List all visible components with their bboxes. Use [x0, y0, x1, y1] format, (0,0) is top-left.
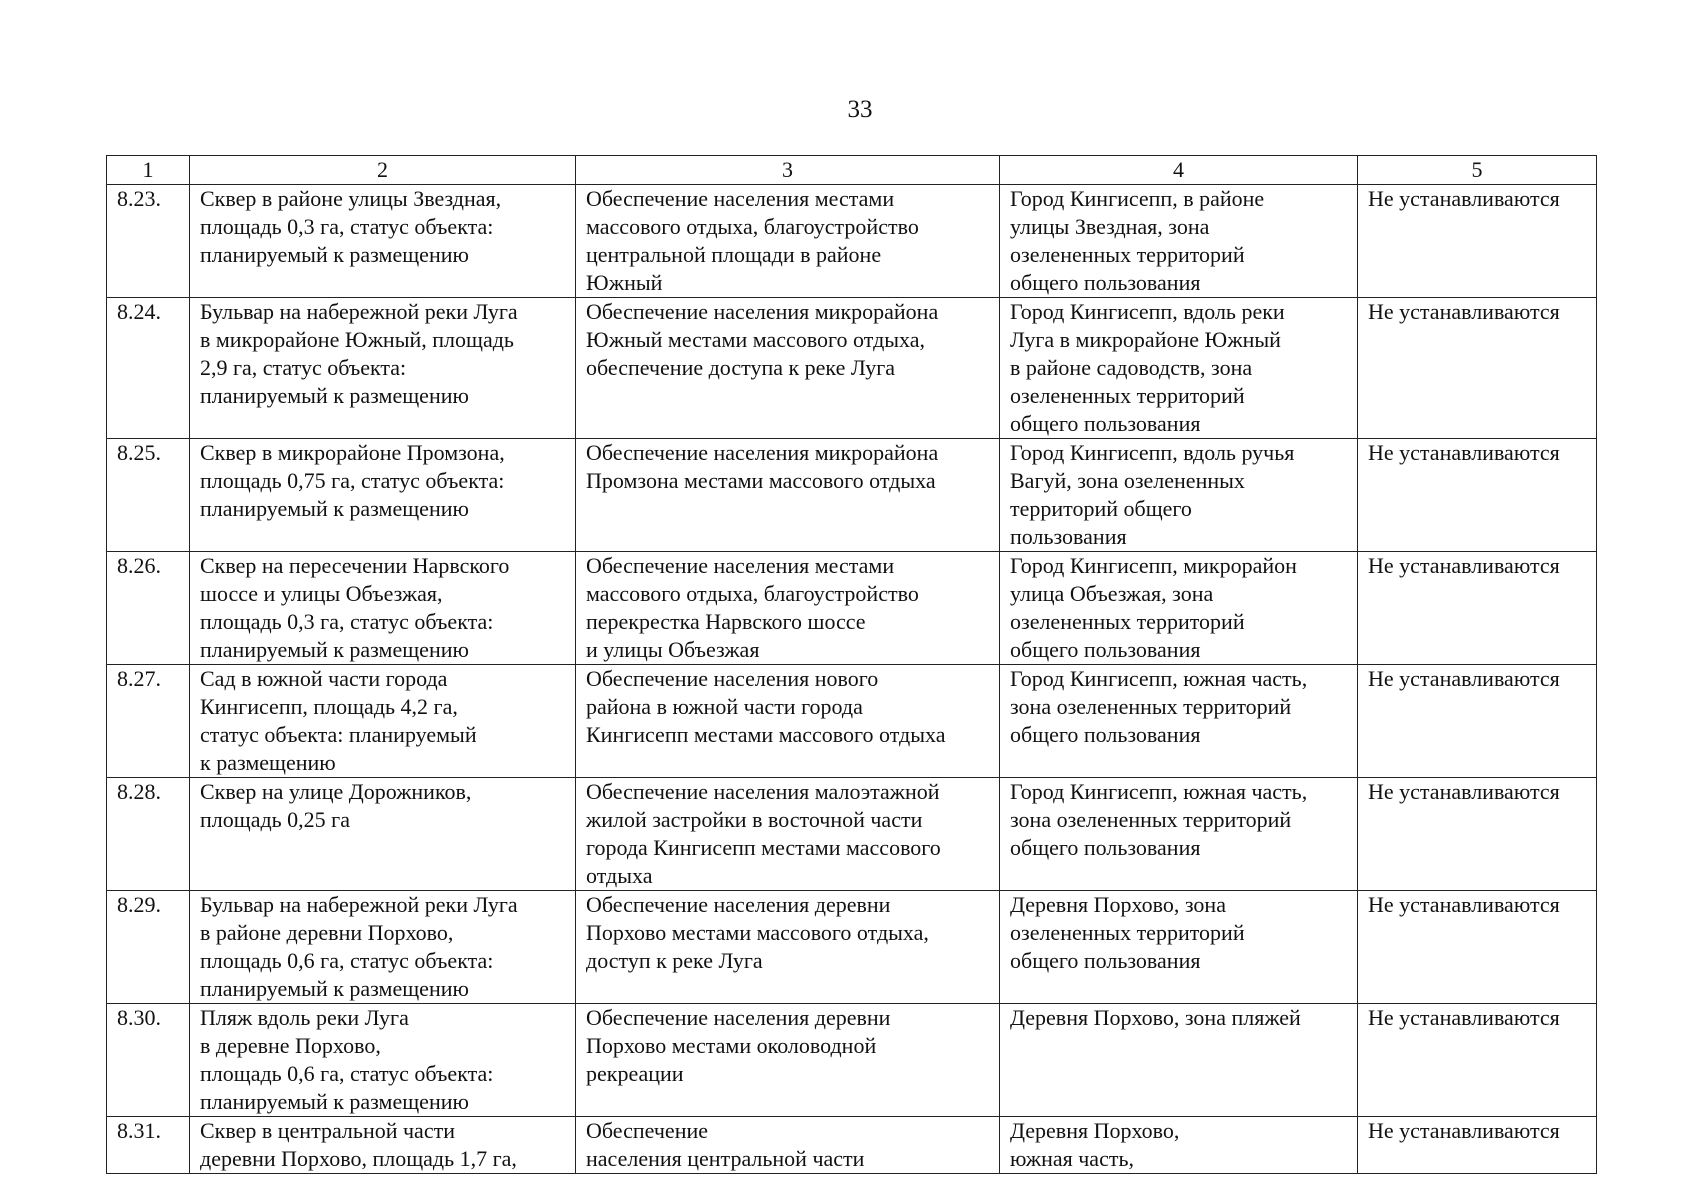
cell-line: Промзона местами массового отдыха — [586, 468, 936, 493]
cell-line: общего пользования — [1010, 835, 1201, 860]
column-header: 5 — [1358, 156, 1597, 185]
location-cell — [1000, 552, 1358, 665]
cell-line: Обеспечение населения деревни — [586, 1005, 891, 1030]
location-cell — [1000, 778, 1358, 891]
location-cell — [1000, 891, 1358, 1004]
cell-line: площадь 0,6 га, статус объекта: — [200, 1061, 494, 1086]
cell-line: Кингисепп, площадь 4,2 га, — [200, 694, 458, 719]
object-name-cell — [190, 439, 576, 552]
cell-line: Южный местами массового отдыха, — [586, 327, 926, 352]
location-cell — [1000, 1004, 1358, 1117]
cell-line: Обеспечение — [586, 1118, 708, 1143]
location-cell — [1000, 1117, 1358, 1174]
cell-line: Деревня Порхово, зона — [1010, 892, 1226, 917]
cell-line: шоссе и улицы Объезжая, — [200, 581, 443, 606]
cell-line: планируемый к размещению — [200, 383, 469, 408]
object-name-cell — [190, 1004, 576, 1117]
cell-line: Сквер на улице Дорожников, — [200, 779, 472, 804]
object-name-cell — [190, 185, 576, 298]
protection-zone-cell: Не устанавливаются — [1358, 665, 1597, 778]
table-row — [107, 185, 1597, 298]
column-header: 1 — [107, 156, 190, 185]
objects-table — [106, 155, 1597, 1174]
location-cell — [1000, 665, 1358, 778]
cell-line: территорий общего — [1010, 496, 1192, 521]
purpose-cell — [576, 891, 1000, 1004]
cell-line: обеспечение доступа к реке Луга — [586, 355, 895, 380]
cell-line: массового отдыха, благоустройство — [586, 581, 919, 606]
cell-line: населения центральной части — [586, 1146, 865, 1171]
cell-line: Пляж вдоль реки Луга — [200, 1005, 409, 1030]
cell-line: планируемый к размещению — [200, 637, 469, 662]
protection-zone-cell: Не устанавливаются — [1358, 439, 1597, 552]
cell-line: площадь 0,25 га — [200, 807, 350, 832]
object-name-cell — [190, 891, 576, 1004]
row-number-cell: 8.26. — [107, 552, 190, 665]
cell-line: озелененных территорий — [1010, 609, 1245, 634]
purpose-cell — [576, 778, 1000, 891]
cell-line: Город Кингисепп, южная часть, — [1010, 666, 1308, 691]
page-number: 33 — [847, 96, 873, 123]
column-header: 3 — [576, 156, 1000, 185]
cell-line: общего пользования — [1010, 637, 1201, 662]
column-header: 4 — [1000, 156, 1358, 185]
cell-line: озелененных территорий — [1010, 242, 1245, 267]
row-number-cell: 8.28. — [107, 778, 190, 891]
purpose-cell — [576, 439, 1000, 552]
cell-line: Город Кингисепп, микрорайон — [1010, 553, 1297, 578]
table-row — [107, 1004, 1597, 1117]
row-number-cell: 8.24. — [107, 298, 190, 439]
cell-line: Деревня Порхово, — [1010, 1118, 1180, 1143]
row-number-cell: 8.27. — [107, 665, 190, 778]
cell-line: в деревне Порхово, — [200, 1033, 381, 1058]
cell-line: планируемый к размещению — [200, 1089, 469, 1114]
cell-line: Город Кингисепп, вдоль реки — [1010, 299, 1285, 324]
table-body — [107, 185, 1597, 1174]
cell-line: пользования — [1010, 524, 1127, 549]
cell-line: общего пользования — [1010, 948, 1201, 973]
cell-line: общего пользования — [1010, 411, 1201, 436]
cell-line: Деревня Порхово, зона пляжей — [1010, 1005, 1301, 1030]
cell-line: Луга в микрорайоне Южный — [1010, 327, 1281, 352]
cell-line: Сквер в районе улицы Звездная, — [200, 186, 502, 211]
cell-line: Сквер в центральной части — [200, 1118, 455, 1143]
cell-line: района в южной части города — [586, 694, 863, 719]
purpose-cell — [576, 665, 1000, 778]
cell-line: отдыха — [586, 863, 653, 888]
cell-line: Город Кингисепп, южная часть, — [1010, 779, 1308, 804]
cell-line: 2,9 га, статус объекта: — [200, 355, 407, 380]
protection-zone-cell: Не устанавливаются — [1358, 298, 1597, 439]
cell-line: в районе садоводств, зона — [1010, 355, 1253, 380]
cell-line: Южный — [586, 270, 663, 295]
protection-zone-cell: Не устанавливаются — [1358, 891, 1597, 1004]
cell-line: Обеспечение населения микрорайона — [586, 440, 939, 465]
cell-line: массового отдыха, благоустройство — [586, 214, 919, 239]
cell-line: рекреации — [586, 1061, 684, 1086]
protection-zone-cell: Не устанавливаются — [1358, 1004, 1597, 1117]
location-cell — [1000, 439, 1358, 552]
cell-line: Обеспечение населения малоэтажной — [586, 779, 940, 804]
cell-line: в микрорайоне Южный, площадь — [200, 327, 514, 352]
object-name-cell — [190, 1117, 576, 1174]
protection-zone-cell: Не устанавливаются — [1358, 185, 1597, 298]
cell-line: площадь 0,3 га, статус объекта: — [200, 214, 494, 239]
cell-line: Обеспечение населения деревни — [586, 892, 891, 917]
object-name-cell — [190, 552, 576, 665]
table-row — [107, 1117, 1597, 1174]
cell-line: в районе деревни Порхово, — [200, 920, 454, 945]
cell-line: зона озелененных территорий — [1010, 807, 1292, 832]
purpose-cell — [576, 185, 1000, 298]
cell-line: Бульвар на набережной реки Луга — [200, 892, 518, 917]
table-row — [107, 298, 1597, 439]
cell-line: города Кингисепп местами массового — [586, 835, 941, 860]
cell-line: доступ к реке Луга — [586, 948, 763, 973]
table-row — [107, 665, 1597, 778]
cell-line: планируемый к размещению — [200, 976, 469, 1001]
cell-line: Вагуй, зона озелененных — [1010, 468, 1245, 493]
cell-line: к размещению — [200, 750, 336, 775]
cell-line: Сквер в микрорайоне Промзона, — [200, 440, 505, 465]
row-number-cell: 8.23. — [107, 185, 190, 298]
cell-line: площадь 0,75 га, статус объекта: — [200, 468, 505, 493]
cell-line: улица Объезжая, зона — [1010, 581, 1214, 606]
row-number-cell: 8.25. — [107, 439, 190, 552]
row-number-cell: 8.30. — [107, 1004, 190, 1117]
cell-line: Порхово местами массового отдыха, — [586, 920, 929, 945]
cell-line: статус объекта: планируемый — [200, 722, 477, 747]
location-cell — [1000, 298, 1358, 439]
cell-line: зона озелененных территорий — [1010, 694, 1292, 719]
object-name-cell — [190, 778, 576, 891]
cell-line: планируемый к размещению — [200, 496, 469, 521]
cell-line: Город Кингисепп, вдоль ручья — [1010, 440, 1295, 465]
cell-line: общего пользования — [1010, 270, 1201, 295]
object-name-cell — [190, 298, 576, 439]
cell-line: перекрестка Нарвского шоссе — [586, 609, 866, 634]
cell-line: площадь 0,3 га, статус объекта: — [200, 609, 494, 634]
cell-line: площадь 0,6 га, статус объекта: — [200, 948, 494, 973]
protection-zone-cell: Не устанавливаются — [1358, 1117, 1597, 1174]
cell-line: Порхово местами околоводной — [586, 1033, 877, 1058]
cell-line: деревни Порхово, площадь 1,7 га, — [200, 1146, 517, 1171]
cell-line: общего пользования — [1010, 722, 1201, 747]
protection-zone-cell: Не устанавливаются — [1358, 778, 1597, 891]
table-row — [107, 552, 1597, 665]
cell-line: планируемый к размещению — [200, 242, 469, 267]
cell-line: южная часть, — [1010, 1146, 1134, 1171]
object-name-cell — [190, 665, 576, 778]
purpose-cell — [576, 298, 1000, 439]
row-number-cell: 8.29. — [107, 891, 190, 1004]
table-row — [107, 778, 1597, 891]
cell-line: и улицы Объезжая — [586, 637, 760, 662]
column-header: 2 — [190, 156, 576, 185]
protection-zone-cell: Не устанавливаются — [1358, 552, 1597, 665]
row-number-cell: 8.31. — [107, 1117, 190, 1174]
purpose-cell — [576, 1117, 1000, 1174]
cell-line: озелененных территорий — [1010, 383, 1245, 408]
cell-line: озелененных территорий — [1010, 920, 1245, 945]
location-cell — [1000, 185, 1358, 298]
cell-line: центральной площади в районе — [586, 242, 882, 267]
cell-line: Обеспечение населения микрорайона — [586, 299, 939, 324]
cell-line: Бульвар на набережной реки Луга — [200, 299, 518, 324]
cell-line: Кингисепп местами массового отдыха — [586, 722, 946, 747]
cell-line: Обеспечение населения местами — [586, 186, 895, 211]
purpose-cell — [576, 552, 1000, 665]
cell-line: жилой застройки в восточной части — [586, 807, 923, 832]
cell-line: улицы Звездная, зона — [1010, 214, 1210, 239]
header-row — [107, 156, 1597, 185]
cell-line: Сад в южной части города — [200, 666, 448, 691]
cell-line: Обеспечение населения местами — [586, 553, 895, 578]
cell-line: Город Кингисепп, в районе — [1010, 186, 1265, 211]
cell-line: Сквер на пересечении Нарвского — [200, 553, 510, 578]
table-row — [107, 439, 1597, 552]
table-row — [107, 891, 1597, 1004]
cell-line: Обеспечение населения нового — [586, 666, 879, 691]
purpose-cell — [576, 1004, 1000, 1117]
